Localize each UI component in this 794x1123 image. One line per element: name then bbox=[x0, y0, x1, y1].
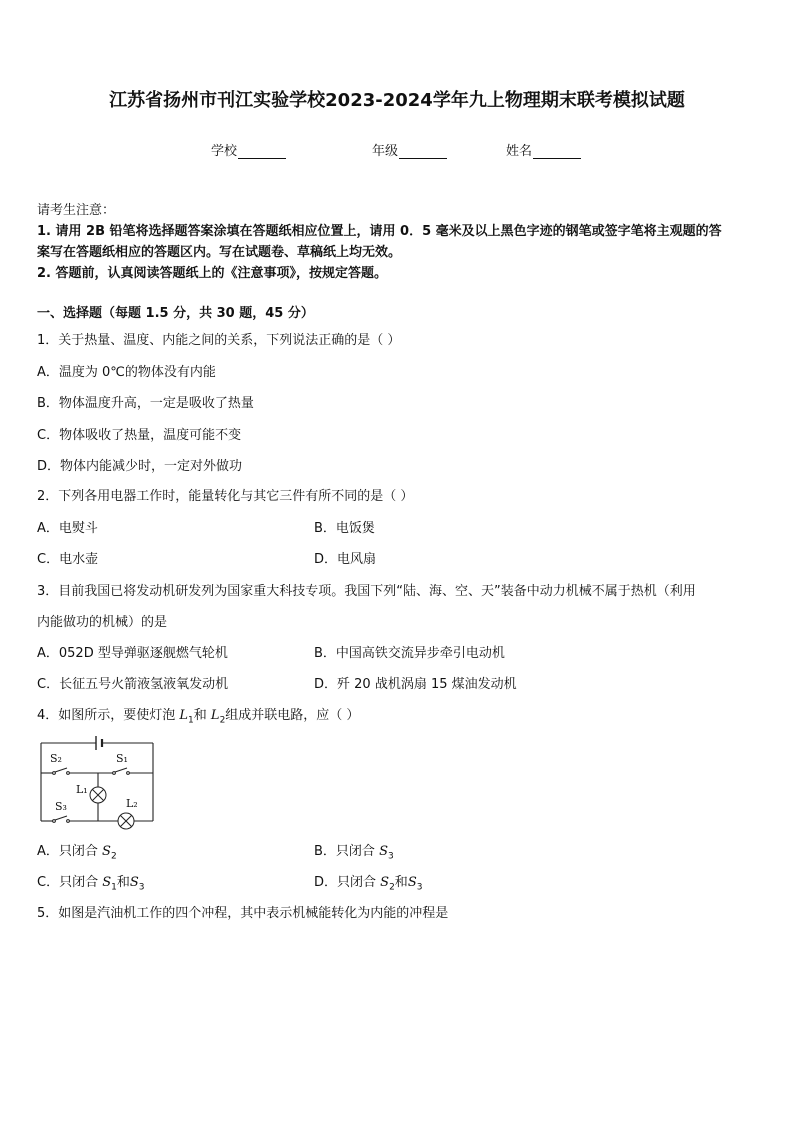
option-d-prefix: D．只闭合 bbox=[314, 875, 381, 890]
name-field[interactable] bbox=[506, 140, 581, 159]
battery-icon bbox=[96, 736, 102, 750]
question-3-option-d: D．歼 20 战机涡扇 15 煤油发动机 bbox=[314, 677, 517, 692]
circuit-diagram bbox=[36, 733, 158, 831]
question-4-stem-post: 组成并联电路，应（ ） bbox=[225, 708, 360, 723]
question-2-stem: 2．下列各用电器工作时，能量转化与其它三件有所不同的是（ ） bbox=[37, 489, 414, 504]
switch-subscript: 3 bbox=[416, 882, 423, 893]
question-4-option-c bbox=[37, 874, 145, 897]
question-1-option-b: B．物体温度升高，一定是吸收了热量 bbox=[37, 396, 254, 411]
school-field[interactable] bbox=[211, 140, 286, 159]
option-d-and: 和 bbox=[394, 875, 408, 890]
option-c-and: 和 bbox=[116, 875, 130, 890]
notice-item-2: 2. 答题前，认真阅读答题纸上的《注意事项》，按规定答题。 bbox=[37, 266, 388, 281]
switch-symbol: S bbox=[102, 875, 112, 890]
question-3-option-a: A．052D 型导弹驱逐舰燃气轮机 bbox=[37, 646, 228, 661]
notice-item-1-line-1: 1. 请用 2B 铅笔将选择题答案涂填在答题纸相应位置上，请用 0．5 毫米及以上黑色字迹的钢笔或签字笔将主观题的答 bbox=[37, 224, 722, 239]
grade-field[interactable] bbox=[372, 140, 447, 159]
question-4-stem-pre: 4．如图所示，要使灯泡 bbox=[37, 708, 180, 723]
question-3-option-b: B．中国高铁交流异步牵引电动机 bbox=[314, 646, 505, 661]
question-3-option-c: C．长征五号火箭液氢液氧发动机 bbox=[37, 677, 229, 692]
question-1-option-c: C．物体吸收了热量，温度可能不变 bbox=[37, 428, 242, 443]
switch-subscript: 2 bbox=[110, 851, 117, 862]
switch-subscript: 1 bbox=[111, 882, 117, 893]
switch-subscript: 3 bbox=[138, 882, 145, 893]
name-label: 姓名 bbox=[506, 144, 533, 159]
lamp-subscript-2: 2 bbox=[219, 715, 226, 726]
switch-symbol: S bbox=[102, 844, 111, 859]
question-4-option-b bbox=[314, 843, 394, 866]
school-label: 学校 bbox=[211, 144, 238, 159]
question-2-option-b: B．电饭煲 bbox=[314, 521, 375, 536]
switch-symbol: S bbox=[379, 844, 388, 859]
school-blank[interactable] bbox=[238, 144, 286, 159]
grade-label: 年级 bbox=[372, 144, 399, 159]
question-4-and: 和 bbox=[193, 708, 211, 723]
question-4-option-d bbox=[314, 874, 422, 897]
question-2-option-d: D．电风扇 bbox=[314, 552, 377, 567]
switch-symbol: S bbox=[129, 875, 139, 890]
switch-symbol: S bbox=[380, 875, 390, 890]
question-2-option-c: C．电水壶 bbox=[37, 552, 99, 567]
question-4-option-a bbox=[37, 843, 117, 866]
lamp-symbol-l2: L bbox=[210, 708, 220, 723]
lamp-symbol-l1: L bbox=[179, 708, 189, 723]
option-c-prefix: C．只闭合 bbox=[37, 875, 103, 890]
question-2-option-a: A．电熨斗 bbox=[37, 521, 98, 536]
lamp-l1-icon bbox=[90, 787, 106, 803]
question-1-stem: 1．关于热量、温度、内能之间的关系，下列说法正确的是（ ） bbox=[37, 333, 401, 348]
label-l2: L₂ bbox=[126, 797, 138, 810]
switch-symbol: S bbox=[407, 875, 417, 890]
page-title: 江苏省扬州市刊江实验学校2023-2024学年九上物理期末联考模拟试题 bbox=[109, 90, 685, 111]
question-1-option-a: A．温度为 0℃的物体没有内能 bbox=[37, 365, 216, 380]
switch-s3-icon bbox=[53, 816, 70, 822]
lamp-l2-icon bbox=[118, 813, 134, 829]
section-heading: 一、选择题（每题 1.5 分，共 30 题，45 分） bbox=[37, 306, 314, 321]
switch-s1-icon bbox=[113, 768, 130, 774]
question-4-stem bbox=[37, 707, 359, 730]
switch-subscript: 2 bbox=[389, 882, 395, 893]
question-3-stem-line-2: 内能做功的机械）的是 bbox=[37, 615, 168, 630]
label-s2: S₂ bbox=[50, 752, 62, 765]
name-blank[interactable] bbox=[533, 144, 581, 159]
switch-s2-icon bbox=[53, 768, 70, 774]
grade-blank[interactable] bbox=[399, 144, 447, 159]
question-5-stem: 5．如图是汽油机工作的四个冲程，其中表示机械能转化为内能的冲程是 bbox=[37, 906, 449, 921]
lamp-subscript-1: 1 bbox=[188, 715, 194, 726]
option-a-prefix: A．只闭合 bbox=[37, 844, 103, 859]
notice-heading: 请考生注意： bbox=[37, 203, 116, 218]
label-s3: S₃ bbox=[55, 800, 67, 813]
label-l1: L₁ bbox=[76, 783, 88, 796]
notice-item-1-line-2: 案写在答题纸相应的答题区内。写在试题卷、草稿纸上均无效。 bbox=[37, 245, 402, 260]
switch-subscript: 3 bbox=[387, 851, 394, 862]
option-b-prefix: B．只闭合 bbox=[314, 844, 380, 859]
question-1-option-d: D．物体内能减少时，一定对外做功 bbox=[37, 459, 243, 474]
label-s1: S₁ bbox=[116, 752, 128, 765]
question-3-stem-line-1: 3．目前我国已将发动机研发列为国家重大科技专项。我国下列“陆、海、空、天”装备中动力机械不属于热机（利用 bbox=[37, 584, 696, 599]
